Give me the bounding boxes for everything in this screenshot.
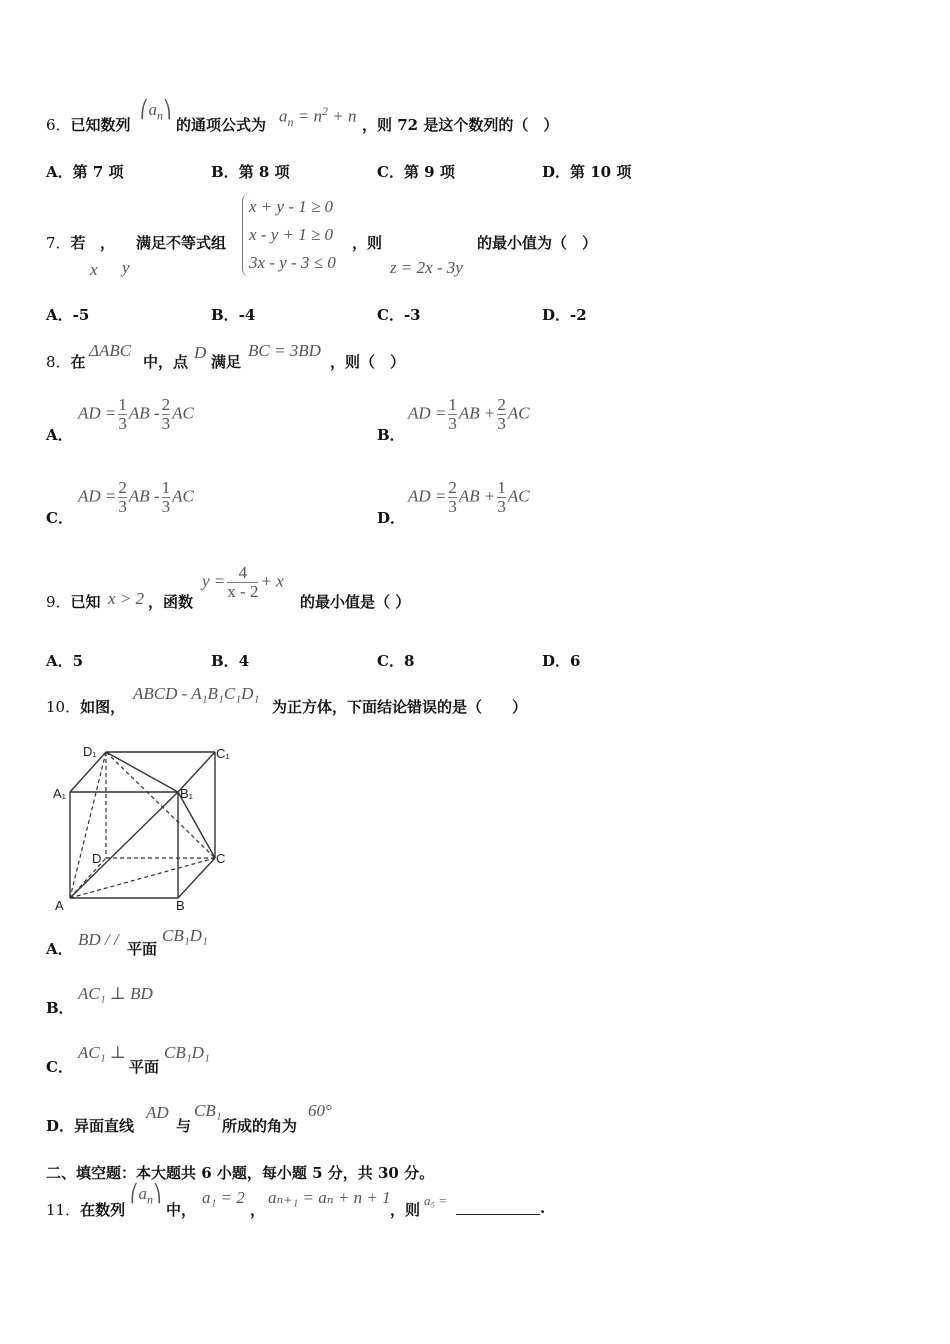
label-a: A xyxy=(55,898,64,913)
q8-option-b: AD = $\frac{1}{3}$ AB + $\frac{2}{3}$ AC xyxy=(408,395,530,433)
q7-option-c: C．-3 xyxy=(377,306,421,324)
q10-option-d-label: D． xyxy=(46,1117,75,1135)
q10-option-d-text: 与 xyxy=(176,1117,192,1135)
q10-option-c-m2: CB₁D₁ xyxy=(164,1043,210,1062)
q9-condition: x > 2 xyxy=(108,589,145,608)
q9-line xyxy=(46,591,101,612)
label-d1: D₁ xyxy=(83,744,97,759)
q7-option-d: D．-2 xyxy=(542,306,587,324)
q8-condition: BC = 3BD xyxy=(248,341,321,360)
q9-text-2: ，函数 xyxy=(148,593,194,611)
q6-number: 6． xyxy=(46,116,71,134)
q10-option-d-pre: 异面直线 xyxy=(74,1117,135,1135)
q7-ineq-2: x - y + 1 ≥ 0 xyxy=(249,225,334,244)
q6-formula: $a_n = n^2 + n$ xyxy=(279,104,357,130)
q9-text-1: 已知 xyxy=(70,593,101,611)
q8-point: D xyxy=(194,343,207,362)
q10-option-d-m2: CB₁ xyxy=(194,1101,222,1120)
q8-text-4: ，则（ ） xyxy=(330,353,406,371)
q7-inequality-system xyxy=(242,193,336,277)
edge-ab1 xyxy=(70,792,178,898)
q6-option-a: A．第 7 项 xyxy=(46,163,124,181)
q9-number: 9． xyxy=(46,593,71,611)
q11-cond-1: a₁ = 2 xyxy=(202,1188,245,1207)
q7-option-a: A．-5 xyxy=(46,306,90,324)
q9-option-c: C．8 xyxy=(377,652,415,670)
q9-option-a: A．5 xyxy=(46,652,84,670)
q8-option-d: AD = $\frac{2}{3}$ AB + $\frac{1}{3}$ AC xyxy=(408,478,530,516)
q11-text-4: ，则 xyxy=(390,1201,421,1219)
edge-b1c xyxy=(178,792,215,858)
q7-text-2: 满足不等式组 xyxy=(136,234,227,252)
section2-heading: 二、填空题：本大题共 6 小题，每小题 5 分，共 30 分。 xyxy=(46,1164,435,1182)
q6-option-d: D．第 10 项 xyxy=(542,163,632,181)
q11-text-2: 中， xyxy=(166,1201,197,1219)
q8-triangle: ΔABC xyxy=(89,341,132,360)
label-c: C xyxy=(216,851,226,866)
q10-option-c-text: 平面 xyxy=(129,1058,160,1076)
q8-number: 8． xyxy=(46,353,71,371)
q9-function: y = $\frac{4}{x - 2}$ + x xyxy=(202,563,284,601)
q10-option-b-m1: AC₁ ⊥ BD xyxy=(78,984,153,1003)
q10-number: 10． xyxy=(46,698,81,716)
label-c1: C₁ xyxy=(216,746,230,761)
q7-line xyxy=(46,232,86,253)
q10-option-a-m2: CB₁D₁ xyxy=(162,926,208,945)
q10-option-c-label: C． xyxy=(46,1058,73,1076)
q9-option-d: D．6 xyxy=(542,652,581,670)
q10-option-a-label: A． xyxy=(46,940,73,958)
q6-option-c: C．第 9 项 xyxy=(377,163,455,181)
label-a1: A₁ xyxy=(53,786,67,801)
q11-text-1: 在数列 xyxy=(80,1201,126,1219)
q8-text-1: 在 xyxy=(70,353,86,371)
q7-var-x: x xyxy=(90,260,98,279)
edge-d1b1 xyxy=(106,752,178,792)
q9-text-3: 的最小值是（ ） xyxy=(300,593,411,611)
q8-text-3: 满足 xyxy=(211,353,242,371)
q7-sep: ， xyxy=(100,234,116,252)
q6-option-b: B．第 8 项 xyxy=(211,163,290,181)
q8-option-d-label: D． xyxy=(377,509,406,527)
q7-ineq-3: 3x - y - 3 ≤ 0 xyxy=(249,253,336,272)
q8-option-b-label: B． xyxy=(377,426,405,444)
label-b: B xyxy=(176,898,185,913)
label-d: D xyxy=(92,851,102,866)
q11-answer-blank[interactable] xyxy=(454,1200,542,1219)
label-b1: B₁ xyxy=(180,786,194,801)
q10-text-2: 为正方体，下面结论错误的是（ ） xyxy=(272,698,528,716)
q7-text-1: 若 xyxy=(70,234,86,252)
q11-number: 11． xyxy=(46,1201,81,1219)
q10-option-a-m1: BD / / xyxy=(78,930,119,949)
q8-option-c: AD = $\frac{2}{3}$ AB - $\frac{1}{3}$ AC xyxy=(78,478,194,516)
q10-cube-figure xyxy=(50,738,240,916)
q8-line xyxy=(46,351,86,372)
q6-seq: $⎛a_n⎞$ xyxy=(140,100,172,123)
q6-line xyxy=(46,114,131,135)
q10-cube: ABCD - A₁B₁C₁D₁ xyxy=(133,684,260,703)
q9-option-b: B．4 xyxy=(211,652,250,670)
q11-end: . xyxy=(540,1199,546,1217)
q8-text-2: 中，点 xyxy=(143,353,189,371)
q7-ineq-1: x + y - 1 ≥ 0 xyxy=(249,197,334,216)
q10-option-b-label: B． xyxy=(46,999,74,1017)
edge-d1a xyxy=(70,752,106,898)
q8-option-a: AD = $\frac{1}{3}$ AB - $\frac{2}{3}$ AC xyxy=(78,395,194,433)
q10-line xyxy=(46,696,125,717)
q7-number: 7． xyxy=(46,234,71,252)
q11-line xyxy=(46,1199,125,1220)
q10-text-1: 如图， xyxy=(80,698,126,716)
q6-text-1: 已知数列 xyxy=(70,116,131,134)
q8-option-a-label: A． xyxy=(46,426,73,444)
q7-z-expr: z = 2x - 3y xyxy=(390,258,463,277)
q10-option-d-m3: 60° xyxy=(308,1101,332,1120)
q8-option-c-label: C． xyxy=(46,509,73,527)
q10-option-a-text: 平面 xyxy=(127,940,158,958)
q11-text-3: ， xyxy=(250,1201,266,1219)
q10-option-d-m1: AD xyxy=(146,1103,169,1122)
edge-bc xyxy=(178,858,215,898)
q10-option-d-text-2: 所成的角为 xyxy=(222,1117,298,1135)
q6-text-2: 的通项公式为 xyxy=(176,116,267,134)
edge-d1c xyxy=(106,752,215,858)
q7-var-y: y xyxy=(122,258,130,277)
q7-text-3: ，则 xyxy=(352,234,383,252)
q7-option-b: B．-4 xyxy=(211,306,256,324)
q11-seq: $⎛a_n⎞$ xyxy=(130,1184,162,1207)
q11-target: a₅ = xyxy=(424,1193,448,1208)
q10-option-c-m1: AC₁ ⊥ xyxy=(78,1043,126,1062)
q11-cond-2: aₙ₊₁ = aₙ + n + 1 xyxy=(268,1188,391,1207)
q6-text-3: ，则 72 是这个数列的（ ） xyxy=(362,116,559,134)
q7-text-4: 的最小值为（ ） xyxy=(477,234,598,252)
